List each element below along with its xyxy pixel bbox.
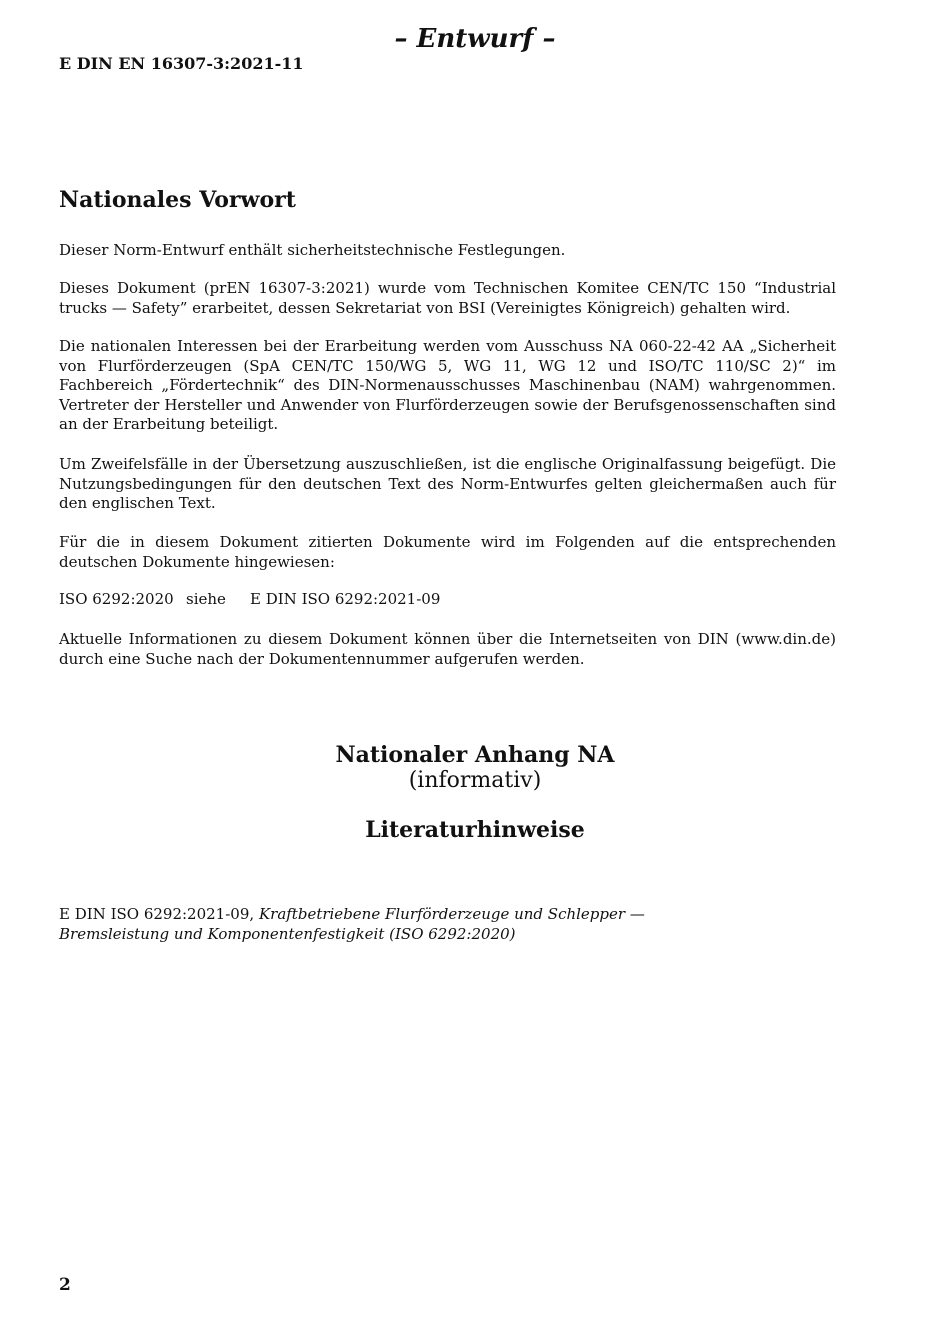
- bibliography-title: Kraftbetriebene Flurförderzeuge und Schlepper — Bremsleistung und Komponentenfestigkeit (ISO 6292:2020): [59, 905, 645, 943]
- document-id: E DIN EN 16307-3:2021-11: [59, 54, 304, 73]
- foreword-title: Nationales Vorwort: [59, 187, 296, 213]
- reference-target: E DIN ISO 6292:2021-09: [250, 590, 441, 608]
- reference-relation: siehe: [186, 590, 226, 608]
- foreword-paragraph-5: Für die in diesem Dokument zitierten Dokumente wird im Folgenden auf die entsprechenden deutschen Dokumente hingewiesen:: [59, 533, 836, 571]
- draft-watermark: – Entwurf –: [394, 24, 556, 54]
- foreword-paragraph-4: Um Zweifelsfälle in der Übersetzung auszuschließen, ist die englische Originalfassung beigefügt. Die Nutzungsbedingungen für den deutschen Text des Norm-Entwurfes gelten gleichermaßen auch für den englischen Text.: [59, 455, 836, 512]
- bibliography-id: E DIN ISO 6292:2021-09,: [59, 905, 255, 923]
- foreword-paragraph-2: Dieses Dokument (prEN 16307-3:2021) wurde vom Technischen Komitee CEN/TC 150 “Industrial trucks — Safety” erarbeitet, dessen Sekretariat von BSI (Vereinigtes Königreich) gehalten wird.: [59, 279, 836, 317]
- foreword-paragraph-3: Die nationalen Interessen bei der Erarbeitung werden vom Ausschuss NA 060-22-42 AA „Sicherheit von Flurförderzeugen (SpA CEN/TC 150/WG 5, WG 11, WG 12 und ISO/TC 110/SC 2)“ im Fachbereich „Fördertechnik“ des DIN-Normenausschusses Maschinenbau (NAM) wahrgenommen. Vertreter der Hersteller und Anwender von Flurförderzeugen sowie der Berufsgenossenschaften sind an der Erarbeitung beteiligt.: [59, 337, 836, 433]
- literature-title: Literaturhinweise: [365, 817, 585, 843]
- annex-title: Nationaler Anhang NA: [335, 742, 615, 768]
- bibliography-entry: [59, 904, 759, 944]
- page-number: 2: [59, 1275, 71, 1295]
- reference-source: ISO 6292:2020: [59, 590, 174, 608]
- foreword-paragraph-6: Aktuelle Informationen zu diesem Dokument können über die Internetseiten von DIN (www.din.de) durch eine Suche nach der Dokumentennummer aufgerufen werden.: [59, 630, 836, 668]
- foreword-paragraph-1: Dieser Norm-Entwurf enthält sicherheitstechnische Festlegungen.: [59, 241, 566, 259]
- annex-subtitle: (informativ): [408, 768, 542, 793]
